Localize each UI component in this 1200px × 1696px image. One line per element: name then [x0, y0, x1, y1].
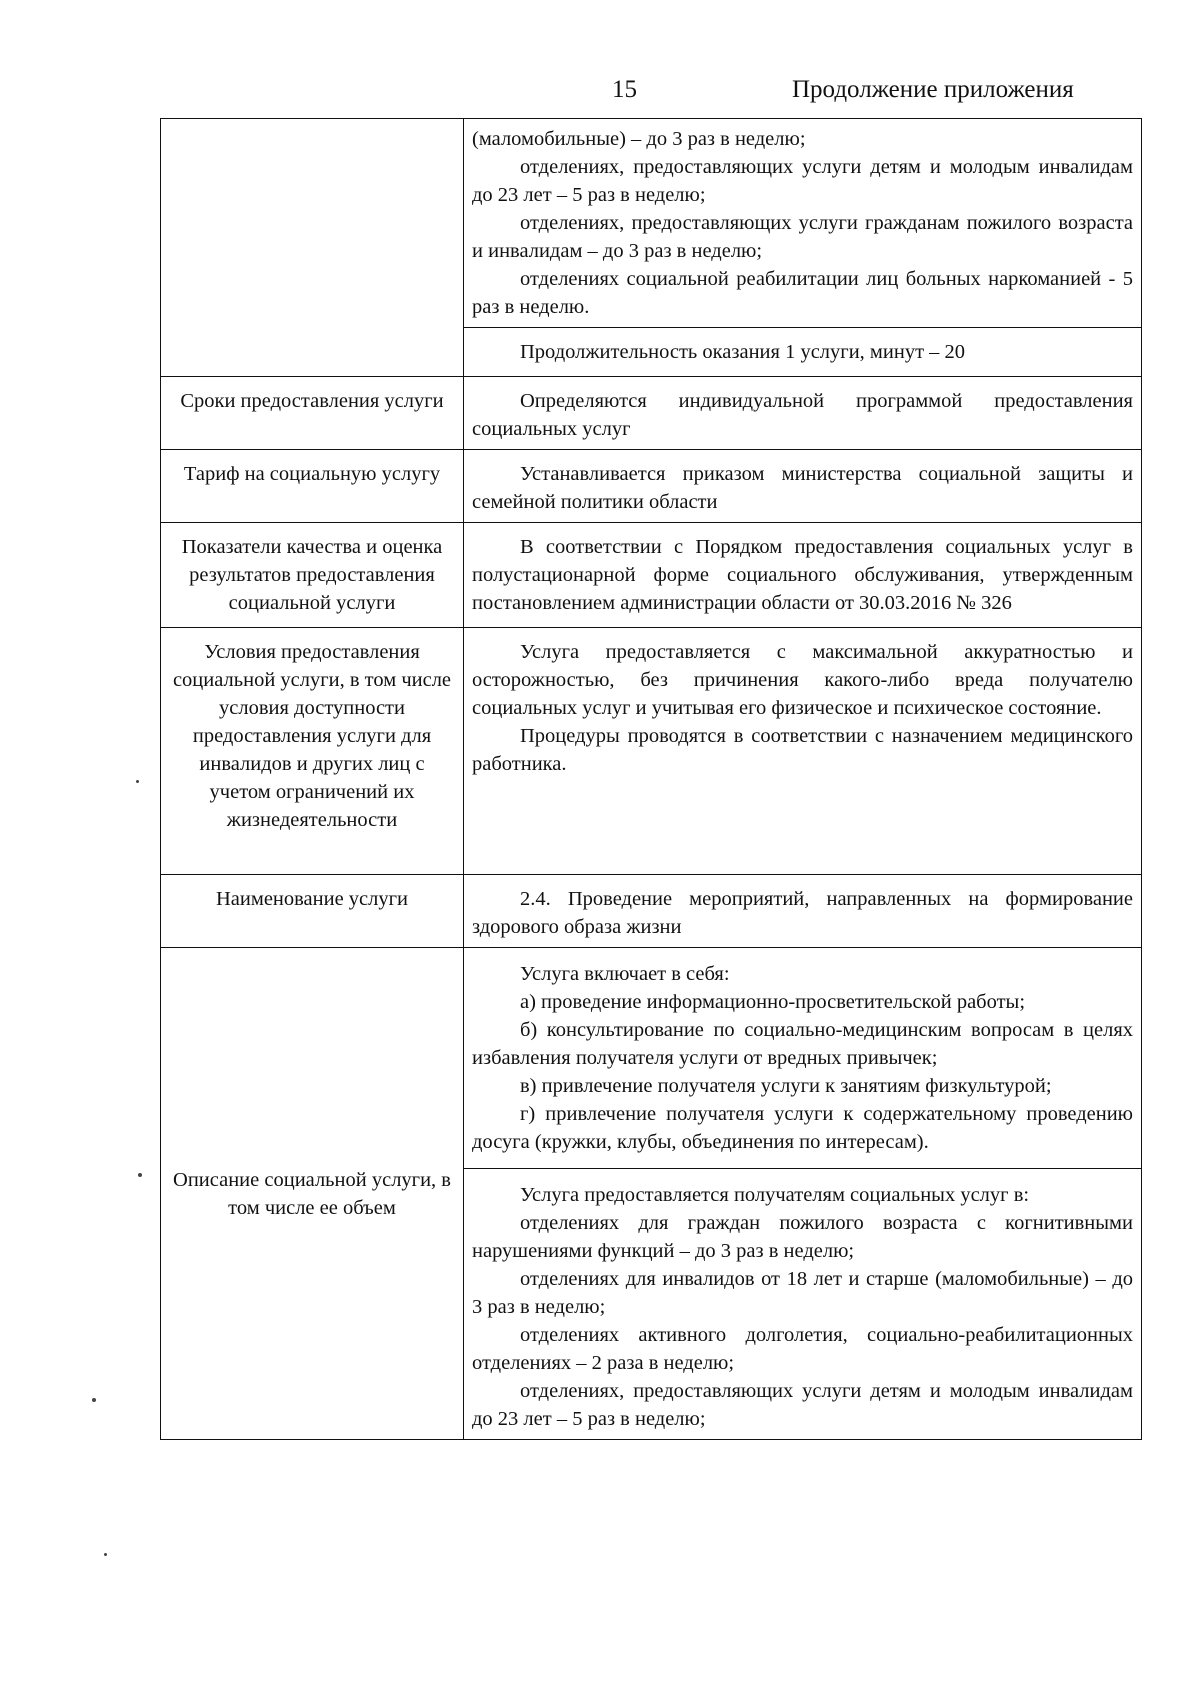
- provided-item: отделениях для инвалидов от 18 лет и старше (маломобильные) – до 3 раз в неделю;: [472, 1268, 1133, 1318]
- cont-line: отделениях социальной реабилитации лиц больных наркоманией - 5 раз в неделю.: [472, 268, 1133, 318]
- conditions-paragraph: Услуга предоставляется с максимальной аккуратностью и осторожностью, без причинения какого-либо вреда получателю социальных услуг и учитывая его физическое и психическое состояние.: [472, 641, 1133, 719]
- service-name-value-cell: [464, 875, 1142, 948]
- scan-speck: [138, 1173, 142, 1177]
- includes-item: в) привлечение получателя услуги к занятиям физкультурой;: [520, 1075, 1052, 1097]
- empty-label-cell: [161, 119, 464, 377]
- duration-text: Продолжительность оказания 1 услуги, минут – 20: [520, 341, 966, 363]
- table-row: [161, 450, 1142, 523]
- includes-item: г) привлечение получателя услуги к содержательному проведению досуга (кружки, клубы, объединения по интересам).: [472, 1103, 1133, 1153]
- terms-label: Сроки предоставления услуги: [161, 377, 464, 450]
- provided-item: отделениях активного долголетия, социально-реабилитационных отделениях – 2 раза в неделю;: [472, 1324, 1133, 1374]
- page-number: 15: [612, 76, 637, 103]
- tariff-label: Тариф на социальную услугу: [161, 450, 464, 523]
- includes-cell: [464, 948, 1142, 1169]
- quality-value-cell: [464, 523, 1142, 628]
- quality-value: В соответствии с Порядком предоставления социальных услуг в полустационарной форме социального обслуживания, утвержденным постановлением администрации области от 30.03.2016 № 326: [472, 536, 1133, 614]
- conditions-paragraph: Процедуры проводятся в соответствии с назначением медицинского работника.: [472, 725, 1133, 775]
- scan-speck: [136, 780, 139, 783]
- cont-line: отделениях, предоставляющих услуги детям и молодым инвалидам до 23 лет – 5 раз в неделю;: [472, 156, 1133, 206]
- table-row: [161, 119, 1142, 328]
- terms-value-cell: [464, 377, 1142, 450]
- continuation-cell: [464, 119, 1142, 328]
- service-standard-table: [160, 118, 1142, 1440]
- includes-item: б) консультирование по социально-медицинским вопросам в целях избавления получателя услуги от вредных привычек;: [472, 1019, 1133, 1069]
- conditions-value-cell: [464, 628, 1142, 875]
- table-row: [161, 377, 1142, 450]
- tariff-value-cell: [464, 450, 1142, 523]
- includes-title: Услуга включает в себя:: [520, 963, 730, 985]
- continuation-note: Продолжение приложения: [792, 76, 1074, 103]
- service-name-value: 2.4. Проведение мероприятий, направленных на формирование здорового образа жизни: [472, 888, 1133, 938]
- quality-label: Показатели качества и оценка результатов предоставления социальной услуги: [161, 523, 464, 628]
- tariff-value: Устанавливается приказом министерства социальной защиты и семейной политики области: [472, 463, 1133, 513]
- provided-item: отделениях для граждан пожилого возраста с когнитивными нарушениями функций – до 3 раз в неделю;: [472, 1212, 1133, 1262]
- table-row: [161, 628, 1142, 875]
- duration-cell: [464, 328, 1142, 377]
- includes-item: а) проведение информационно-просветительской работы;: [520, 991, 1026, 1013]
- table-row: [161, 523, 1142, 628]
- cont-line: (маломобильные) – до 3 раз в неделю;: [472, 128, 806, 150]
- terms-value: Определяются индивидуальной программой предоставления социальных услуг: [472, 390, 1133, 440]
- table-row: [161, 948, 1142, 1169]
- table-row: [161, 875, 1142, 948]
- provided-item: отделениях, предоставляющих услуги детям и молодым инвалидам до 23 лет – 5 раз в неделю;: [472, 1380, 1133, 1430]
- provided-title: Услуга предоставляется получателям социальных услуг в:: [520, 1184, 1030, 1206]
- scan-speck: [92, 1398, 96, 1402]
- scan-speck: [104, 1553, 107, 1556]
- cont-line: отделениях, предоставляющих услуги гражданам пожилого возраста и инвалидам – до 3 раз в неделю;: [472, 212, 1133, 262]
- provided-cell: [464, 1169, 1142, 1440]
- description-label: Описание социальной услуги, в том числе ее объем: [161, 948, 464, 1440]
- conditions-label: Условия предоставления социальной услуги, в том числе условия доступности предоставления услуги для инвалидов и других лиц с учетом ограничений их жизнедеятельности: [161, 628, 464, 875]
- service-name-label: Наименование услуги: [161, 875, 464, 948]
